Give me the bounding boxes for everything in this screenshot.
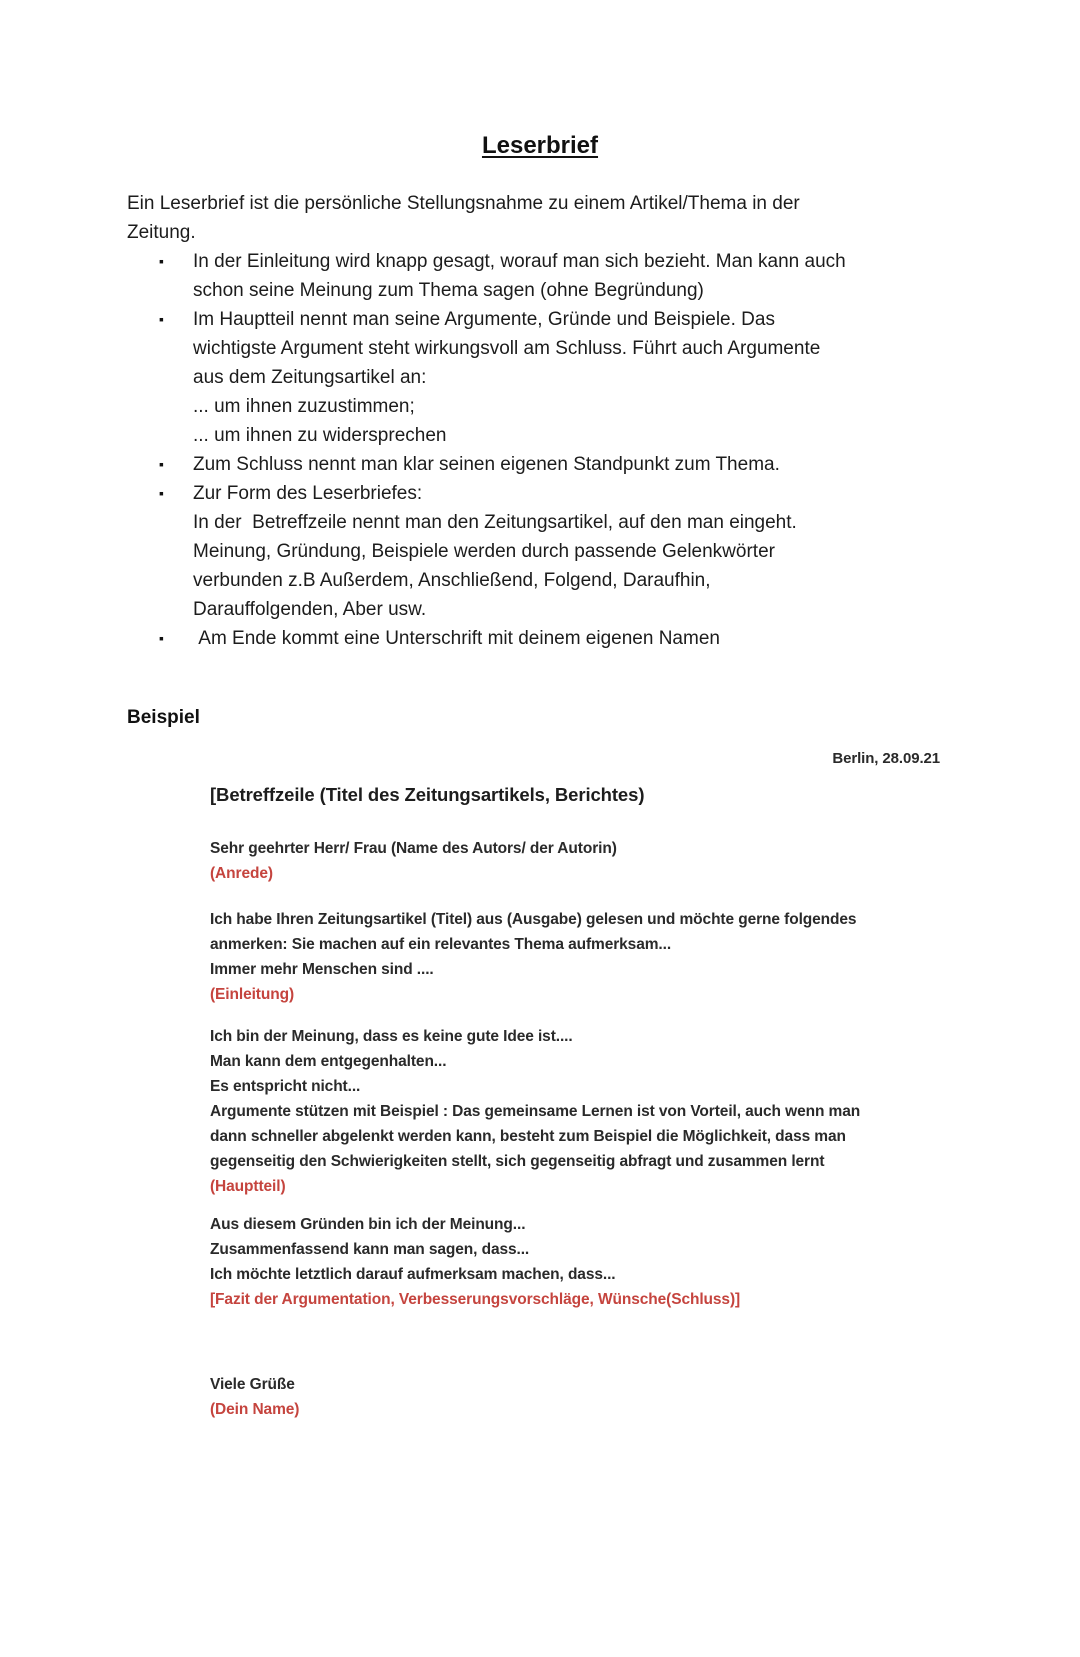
example-heading: Beispiel bbox=[127, 707, 200, 728]
bullet-item-form bbox=[127, 479, 1040, 624]
letter-block-anrede bbox=[210, 836, 1020, 886]
bullet-line: Im Hauptteil nennt man seine Argumente, Gründe und Beispiele. Das bbox=[193, 309, 775, 330]
bullet-line: ... um ihnen zuzustimmen; bbox=[193, 396, 415, 417]
letter-line: Es entspricht nicht... bbox=[210, 1078, 361, 1095]
bullet-icon: ▪ bbox=[159, 630, 164, 646]
bullet-item-unterschrift bbox=[127, 624, 1040, 653]
bullet-line: wichtigste Argument steht wirkungsvoll am Schluss. Führt auch Argumente bbox=[193, 338, 821, 359]
bullet-line: ... um ihnen zu widersprechen bbox=[193, 425, 447, 446]
bullet-line: Zum Schluss nennt man klar seinen eigenen Standpunkt zum Thema. bbox=[193, 454, 780, 475]
letter-block-gruss bbox=[210, 1372, 1020, 1422]
letter-line: dann schneller abgelenkt werden kann, besteht zum Beispiel die Möglichkeit, dass man bbox=[210, 1128, 846, 1145]
letter-line: Man kann dem entgegenhalten... bbox=[210, 1053, 447, 1070]
bullet-line: verbunden z.B Außerdem, Anschließend, Folgend, Daraufhin, bbox=[193, 570, 711, 591]
bullet-icon: ▪ bbox=[159, 311, 164, 327]
example-letter bbox=[0, 748, 1080, 1422]
bullet-icon: ▪ bbox=[159, 253, 164, 269]
bullet-line: Meinung, Gründung, Beispiele werden durch passende Gelenkwörter bbox=[193, 541, 775, 562]
document-page bbox=[0, 130, 1080, 1657]
letter-date: Berlin, 28.09.21 bbox=[832, 750, 940, 767]
letter-line: gegenseitig den Schwierigkeiten stellt, sich gegenseitig abfragt und zusammen lernt bbox=[210, 1153, 825, 1170]
letter-block-schluss bbox=[210, 1212, 1020, 1312]
letter-annotation: (Einleitung) bbox=[210, 986, 295, 1003]
letter-line: Aus diesem Gründen bin ich der Meinung... bbox=[210, 1216, 526, 1233]
letter-body bbox=[210, 836, 1020, 1422]
bullet-icon: ▪ bbox=[159, 485, 164, 501]
letter-annotation: (Hauptteil) bbox=[210, 1178, 286, 1195]
intro-paragraph bbox=[127, 189, 1020, 247]
bullet-line: In der Einleitung wird knapp gesagt, worauf man sich bezieht. Man kann auch bbox=[193, 251, 846, 272]
letter-line: anmerken: Sie machen auf ein relevantes Thema aufmerksam... bbox=[210, 936, 672, 953]
bullet-list bbox=[127, 247, 1040, 653]
letter-subject: [Betreffzeile (Titel des Zeitungsartikels, Berichtes) bbox=[210, 784, 645, 805]
bullet-item-hauptteil bbox=[127, 305, 1040, 450]
bullet-icon: ▪ bbox=[159, 456, 164, 472]
letter-line: Ich habe Ihren Zeitungsartikel (Titel) aus (Ausgabe) gelesen und möchte gerne folgendes bbox=[210, 911, 857, 928]
bullet-item-schluss bbox=[127, 450, 1040, 479]
letter-annotation: (Anrede) bbox=[210, 865, 273, 882]
intro-line: Ein Leserbrief ist die persönliche Stellungsnahme zu einem Artikel/Thema in der bbox=[127, 193, 800, 214]
letter-block-einleitung bbox=[210, 907, 1020, 1007]
letter-line: Zusammenfassend kann man sagen, dass... bbox=[210, 1241, 530, 1258]
intro-line: Zeitung. bbox=[127, 222, 196, 243]
bullet-line: In der Betreffzeile nennt man den Zeitungsartikel, auf den man eingeht. bbox=[193, 512, 797, 533]
bullet-line: Darauffolgenden, Aber usw. bbox=[193, 599, 427, 620]
letter-annotation: [Fazit der Argumentation, Verbesserungsvorschläge, Wünsche(Schluss)] bbox=[210, 1291, 741, 1308]
letter-line: Sehr geehrter Herr/ Frau (Name des Autors/ der Autorin) bbox=[210, 840, 617, 857]
letter-line: Viele Grüße bbox=[210, 1376, 295, 1393]
bullet-line: Am Ende kommt eine Unterschrift mit deinem eigenen Namen bbox=[193, 628, 720, 649]
bullet-item-einleitung bbox=[127, 247, 1040, 305]
letter-line: Ich bin der Meinung, dass es keine gute Idee ist.... bbox=[210, 1028, 573, 1045]
bullet-line: aus dem Zeitungsartikel an: bbox=[193, 367, 427, 388]
letter-line: Ich möchte letztlich darauf aufmerksam machen, dass... bbox=[210, 1266, 616, 1283]
bullet-line: Zur Form des Leserbriefes: bbox=[193, 483, 423, 504]
letter-line: Immer mehr Menschen sind .... bbox=[210, 961, 434, 978]
page-title: Leserbrief bbox=[481, 132, 599, 159]
bullet-line: schon seine Meinung zum Thema sagen (ohne Begründung) bbox=[193, 280, 704, 301]
letter-block-hauptteil bbox=[210, 1024, 1020, 1199]
letter-line: Argumente stützen mit Beispiel : Das gemeinsame Lernen ist von Vorteil, auch wenn man bbox=[210, 1103, 861, 1120]
letter-annotation: (Dein Name) bbox=[210, 1401, 300, 1418]
